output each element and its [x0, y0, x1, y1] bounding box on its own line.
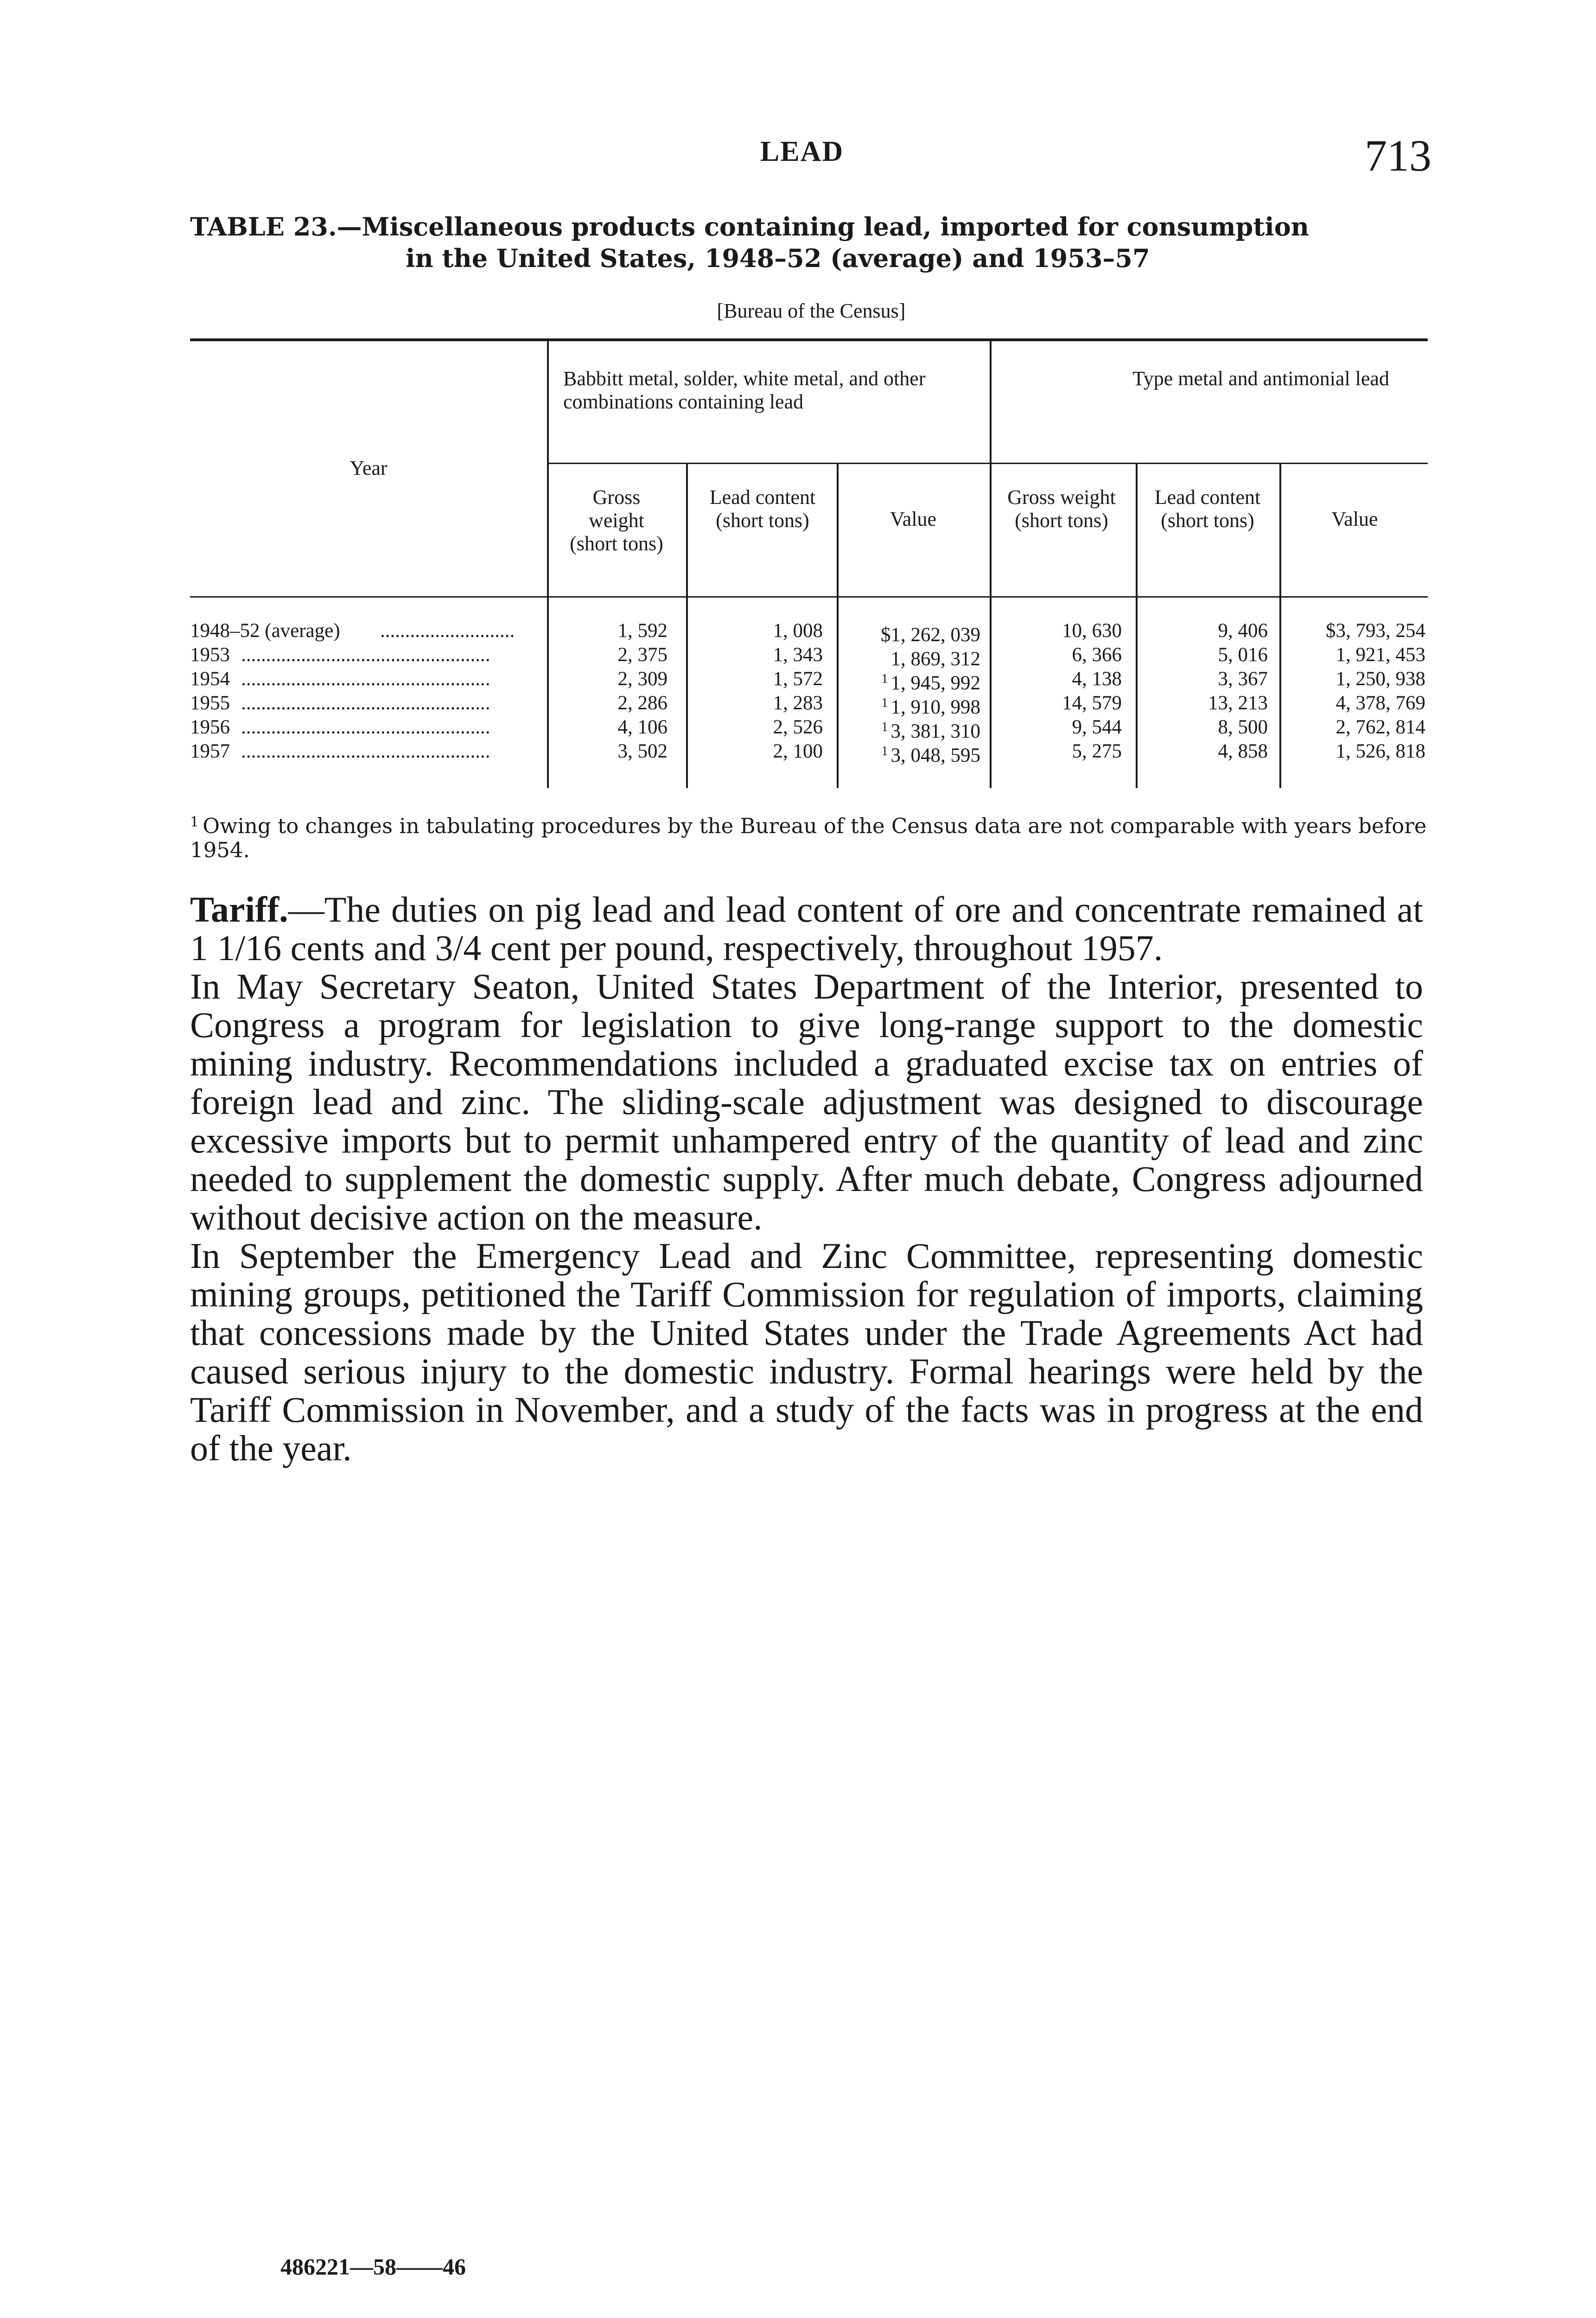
cell-g2-lead: 3, 367	[1218, 668, 1268, 690]
col-divider	[686, 464, 688, 788]
table-caption	[190, 211, 1432, 274]
leader-dots: ..................................................	[241, 668, 490, 690]
paragraph: In September the Emergency Lead and Zinc Committee, representing domestic mining groups, petitioned the Tariff Commission for regulation of imports, claiming that concessions made by the United States under the Trade Agreements Act had caused serious injury to the domestic industry. Formal hearings were held by the Tariff Commission in November, and a study of the facts was in progress at the end of the year.	[190, 1235, 1423, 1468]
footnote-marker: 1	[881, 672, 888, 686]
col-header-gross-weight: Gross weight (short tons)	[570, 486, 663, 555]
cell-g2-gross: 4, 138	[1072, 668, 1122, 690]
cell-g2-value: 1, 526, 818	[1335, 740, 1425, 762]
col-header-gross-weight: Gross weight (short tons)	[1007, 486, 1116, 532]
cell-g1-lead: 2, 100	[773, 740, 823, 762]
col-divider	[1279, 464, 1281, 788]
page-number: 713	[1365, 131, 1431, 180]
cell-g2-gross: 14, 579	[1062, 692, 1122, 714]
col-header-lead-content: Lead content (short tons)	[709, 486, 816, 532]
cell-value-text: 3, 381, 310	[890, 720, 980, 742]
cell-value-text: $1, 262, 039	[881, 624, 980, 646]
data-table	[190, 338, 1428, 788]
paragraph-text: —The duties on pig lead and lead content of ore and concentrate remained at 1 1/16 cents and 3/4 cent per pound, respectively, throughout 1957.	[190, 889, 1423, 968]
cell-value-text: 1, 869, 312	[890, 648, 980, 670]
cell-value-text: 1, 945, 992	[890, 672, 980, 694]
footnote-marker: 1	[881, 744, 888, 758]
paragraph-lead-in: Tariff.	[190, 889, 288, 930]
table-row-year: 1954	[190, 668, 230, 690]
table-top-rule	[190, 338, 1428, 341]
col-divider	[837, 464, 839, 788]
paragraph-tariff	[190, 890, 1423, 967]
cell-g2-value: 1, 250, 938	[1335, 668, 1425, 690]
cell-value-text: 1, 910, 998	[890, 696, 980, 718]
cell-g2-value: 1, 921, 453	[1335, 644, 1425, 666]
paragraph: In May Secretary Seaton, United States Department of the Interior, presented to Congress a program for legislation to give long-range support to the domestic mining industry. Recommendations included a graduated excise tax on entries of foreign lead and zinc. The sliding-scale adjustment was designed to discourage excessive imports but to permit unhampered entry of the quantity of lead and zinc needed to supplement the domestic supply. After much debate, Congress adjourned without decisive action on the measure.	[190, 966, 1423, 1237]
cell-g2-value: $3, 793, 254	[1326, 620, 1425, 642]
cell-g1-gross: 1, 592	[617, 620, 668, 642]
cell-g1-lead: 1, 283	[773, 692, 823, 714]
cell-g2-gross: 9, 544	[1072, 716, 1122, 738]
cell-g1-gross: 2, 286	[617, 692, 668, 714]
col-divider	[1136, 464, 1138, 788]
cell-g1-lead: 1, 572	[773, 668, 823, 690]
cell-g2-lead: 13, 213	[1208, 692, 1268, 714]
group-header-babbitt: Babbitt metal, solder, white metal, and other combinations containing lead	[563, 367, 926, 413]
table-row-year: 1957	[190, 740, 230, 762]
table-row-year: 1956	[190, 716, 230, 738]
col-divider	[990, 341, 992, 788]
cell-value-text: 3, 048, 595	[890, 745, 980, 766]
cell-g1-gross: 3, 502	[617, 740, 668, 762]
cell-g2-gross: 6, 366	[1072, 644, 1122, 666]
table-row-year: 1955	[190, 692, 230, 714]
cell-g2-lead: 9, 406	[1218, 620, 1268, 642]
cell-g2-value: 4, 378, 769	[1335, 692, 1425, 714]
table-source: [Bureau of the Census]	[717, 299, 906, 322]
year-header: Year	[350, 457, 388, 479]
leader-dots: ..................................................	[241, 716, 490, 738]
table-row-year: 1948–52 (average)	[190, 620, 340, 642]
footnote-marker: 1	[881, 696, 888, 710]
cell-g1-lead: 1, 343	[773, 644, 823, 666]
leader-dots: ...........................	[380, 620, 515, 642]
cell-g2-lead: 5, 016	[1218, 644, 1268, 666]
cell-g1-lead: 1, 008	[773, 620, 823, 642]
caption-line-2: in the United States, 1948–52 (average) and 1953–57	[406, 243, 1150, 273]
leader-dots: ..................................................	[241, 644, 490, 666]
table-footnote	[190, 810, 1428, 862]
leader-dots: ..................................................	[241, 740, 490, 762]
cell-g1-gross: 2, 375	[617, 644, 668, 666]
cell-g1-lead: 2, 526	[773, 716, 823, 738]
cell-g2-lead: 8, 500	[1218, 716, 1268, 738]
col-header-lead-content: Lead content (short tons)	[1154, 486, 1261, 532]
cell-g2-lead: 4, 858	[1218, 740, 1268, 762]
cell-g1-value	[841, 739, 980, 768]
caption-line-1: TABLE 23.—Miscellaneous products containing lead, imported for consumption	[190, 212, 1310, 242]
leader-dots: ..................................................	[241, 692, 490, 714]
table-row-year: 1953	[190, 644, 230, 666]
col-header-value: Value	[890, 508, 937, 530]
footnote-number: 1	[190, 814, 199, 830]
group-header-rule	[547, 463, 1428, 464]
header-bottom-rule	[190, 596, 1428, 598]
cell-g2-gross: 10, 630	[1062, 620, 1122, 642]
printer-code: 486221—58——46	[280, 2254, 466, 2280]
footnote-marker: 1	[881, 720, 888, 734]
footnote-text: Owing to changes in tabulating procedures by the Bureau of the Census data are not comparable with years before 1954.	[190, 814, 1427, 862]
group-header-type-metal: Type metal and antimonial lead	[1132, 367, 1390, 390]
cell-g2-gross: 5, 275	[1072, 740, 1122, 762]
col-divider	[547, 341, 549, 788]
col-header-value: Value	[1331, 508, 1378, 530]
cell-g1-gross: 4, 106	[617, 716, 668, 738]
cell-g2-value: 2, 762, 814	[1335, 716, 1425, 738]
body-text	[190, 890, 1423, 1467]
cell-g1-gross: 2, 309	[617, 668, 668, 690]
running-head: LEAD	[760, 136, 844, 167]
